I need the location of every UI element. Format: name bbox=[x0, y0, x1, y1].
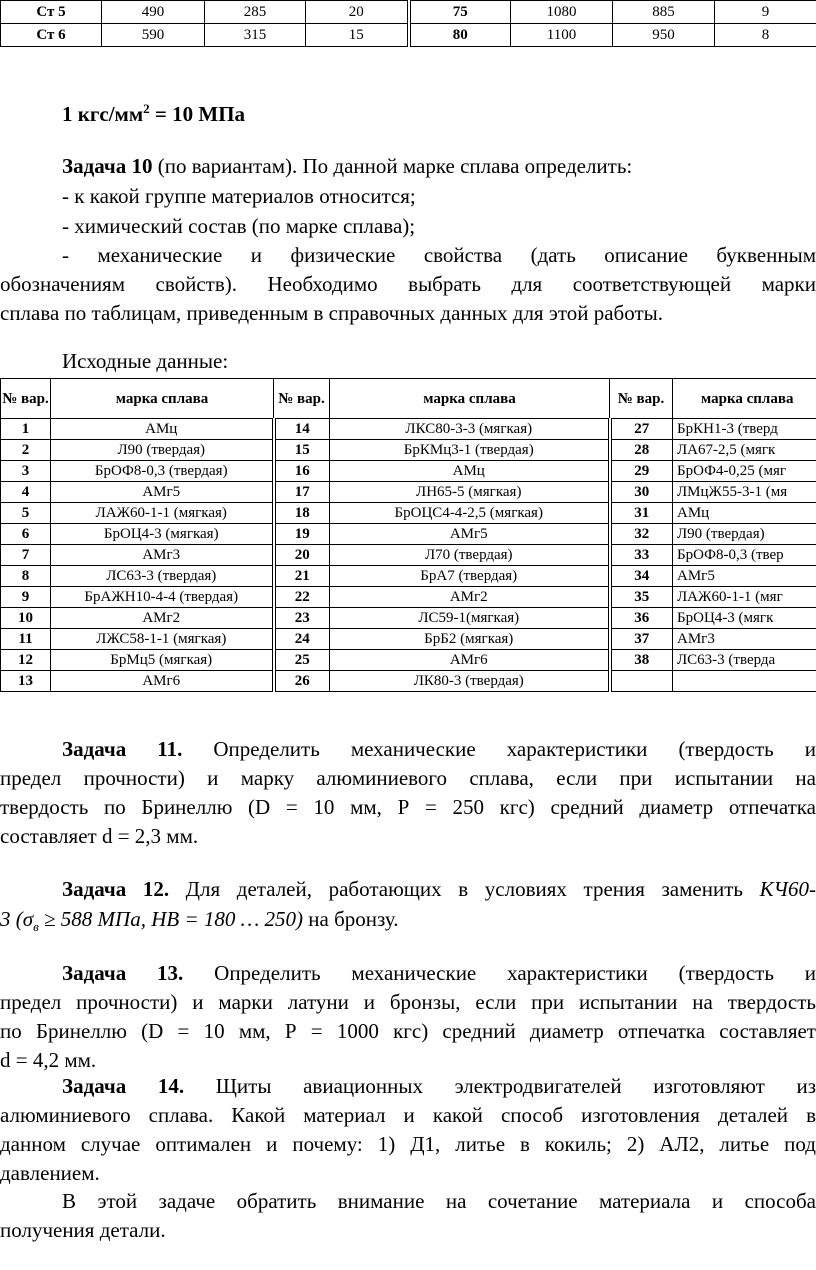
task12-props: ≥ 588 МПа, НВ = 180 … 250) bbox=[38, 907, 304, 931]
task11-line3: твердость по Бринеллю (D = 10 мм, Р = 250 кгс) средний диаметр отпечатка bbox=[0, 795, 816, 819]
task10-line3: - химический состав (по марке сплава); bbox=[62, 214, 416, 238]
task13-line1 bbox=[62, 958, 816, 989]
variant-number-cell: 27 bbox=[610, 419, 673, 440]
alloy-grade-cell: БрОЦС4-4-2,5 (мягкая) bbox=[330, 503, 610, 524]
task10-line5: обозначениям свойств). Необходимо выбрать для соответствующей марки bbox=[0, 272, 816, 296]
variant-number-cell: 33 bbox=[610, 545, 673, 566]
variant-number-cell: 22 bbox=[274, 587, 330, 608]
variant-number-cell: 36 bbox=[610, 608, 673, 629]
variant-number-cell: 5 bbox=[1, 503, 51, 524]
header-variant-number: № вар. bbox=[274, 379, 330, 419]
task10-line1 bbox=[62, 151, 632, 182]
table-row bbox=[1, 503, 816, 524]
table-cell: 1080 bbox=[511, 1, 613, 24]
alloy-grade-cell: ЛАЖ60-1-1 (мяг bbox=[673, 587, 816, 608]
task14-line3: данном случае оптимален и почему: 1) Д1, литье в кокиль; 2) АЛ2, литье под bbox=[0, 1132, 816, 1156]
alloy-grade-cell: АМц bbox=[673, 503, 816, 524]
properties-table bbox=[0, 0, 816, 47]
task12-line2 bbox=[0, 904, 399, 942]
conversion-prefix: 1 кгс/мм bbox=[62, 102, 144, 126]
header-alloy-grade: марка сплава bbox=[673, 379, 816, 419]
task14-line1 bbox=[62, 1071, 816, 1102]
unit-conversion bbox=[62, 93, 245, 130]
variant-number-cell: 15 bbox=[274, 440, 330, 461]
task13-text: Определить механические характеристики (твердость и bbox=[183, 961, 816, 985]
table-header-row bbox=[1, 379, 816, 419]
variants-table bbox=[0, 378, 816, 692]
task10-line4: - механические и физические свойства (дать описание буквенным bbox=[62, 243, 816, 267]
table-cell: 285 bbox=[205, 1, 306, 24]
variant-number-cell: 34 bbox=[610, 566, 673, 587]
variant-number-cell: 30 bbox=[610, 482, 673, 503]
task12-end: на бронзу. bbox=[303, 907, 399, 931]
alloy-grade-cell: ЛА67-2,5 (мягк bbox=[673, 440, 816, 461]
task12-title: Задача 12. bbox=[62, 877, 170, 901]
header-alloy-grade: марка сплава bbox=[330, 379, 610, 419]
table-cell: 75 bbox=[409, 1, 511, 24]
alloy-grade-cell: БрОФ8-0,3 (твер bbox=[673, 545, 816, 566]
table-cell: 490 bbox=[102, 1, 205, 24]
alloy-grade-cell: ЛК80-3 (твердая) bbox=[330, 671, 610, 692]
alloy-grade-cell: ЛС63-3 (тверда bbox=[673, 650, 816, 671]
variant-number-cell: 29 bbox=[610, 461, 673, 482]
variant-number-cell: 23 bbox=[274, 608, 330, 629]
table-cell: 885 bbox=[613, 1, 715, 24]
alloy-grade-cell: АМг6 bbox=[330, 650, 610, 671]
alloy-grade-cell: БрОФ4-0,25 (мяг bbox=[673, 461, 816, 482]
table-row bbox=[1, 545, 816, 566]
variant-number-cell: 31 bbox=[610, 503, 673, 524]
task14-line2: алюминиевого сплава. Какой материал и какой способ изготовления деталей в bbox=[0, 1103, 816, 1127]
task14-line6: получения детали. bbox=[0, 1218, 166, 1242]
variant-number-cell: 11 bbox=[1, 629, 51, 650]
task13-line3: по Бринеллю (D = 10 мм, Р = 1000 кгс) средний диаметр отпечатка составляет bbox=[0, 1019, 816, 1043]
table-cell: 590 bbox=[102, 24, 205, 47]
alloy-grade-cell: БрАЖН10-4-4 (твердая) bbox=[51, 587, 274, 608]
alloy-grade-cell: АМц bbox=[51, 419, 274, 440]
variant-number-cell: 1 bbox=[1, 419, 51, 440]
source-data-label: Исходные данные: bbox=[62, 349, 229, 373]
variant-number-cell: 18 bbox=[274, 503, 330, 524]
alloy-grade-cell: БрБ2 (мягкая) bbox=[330, 629, 610, 650]
alloy-grade-cell: ЛМцЖ55-3-1 (мя bbox=[673, 482, 816, 503]
variant-number-cell: 35 bbox=[610, 587, 673, 608]
table-row bbox=[1, 524, 816, 545]
variant-number-cell: 2 bbox=[1, 440, 51, 461]
variant-number-cell bbox=[610, 671, 673, 692]
conversion-suffix: = 10 МПа bbox=[149, 102, 246, 126]
table-row bbox=[1, 608, 816, 629]
variant-number-cell: 14 bbox=[274, 419, 330, 440]
alloy-grade-cell: АМг6 bbox=[51, 671, 274, 692]
alloy-grade-cell: ЛАЖ60-1-1 (мягкая) bbox=[51, 503, 274, 524]
task11-line4: составляет d = 2,3 мм. bbox=[0, 824, 199, 848]
table-cell: 9 bbox=[715, 1, 816, 24]
task10-line6: сплава по таблицам, приведенным в справочных данных для этой работы. bbox=[0, 301, 663, 325]
variant-number-cell: 12 bbox=[1, 650, 51, 671]
variant-number-cell: 3 bbox=[1, 461, 51, 482]
header-variant-number: № вар. bbox=[1, 379, 51, 419]
table-row bbox=[1, 419, 816, 440]
table-cell: Ст 6 bbox=[1, 24, 102, 47]
task11-title: Задача 11. bbox=[62, 737, 183, 761]
variant-number-cell: 19 bbox=[274, 524, 330, 545]
table-cell: 315 bbox=[205, 24, 306, 47]
alloy-grade-cell: АМг5 bbox=[330, 524, 610, 545]
task14-text: Щиты авиационных электродвигателей изготовляют из bbox=[184, 1074, 816, 1098]
table-row bbox=[1, 1, 816, 24]
table-row bbox=[1, 461, 816, 482]
variant-number-cell: 10 bbox=[1, 608, 51, 629]
alloy-grade-cell: БрКН1-3 (тверд bbox=[673, 419, 816, 440]
alloy-grade-cell: АМг3 bbox=[51, 545, 274, 566]
alloy-grade-cell: АМг3 bbox=[673, 629, 816, 650]
alloy-grade-cell: БрА7 (твердая) bbox=[330, 566, 610, 587]
alloy-grade-cell: Л90 (твердая) bbox=[673, 524, 816, 545]
variant-number-cell: 8 bbox=[1, 566, 51, 587]
task11-line1 bbox=[62, 734, 816, 765]
task11-line2: предел прочности) и марку алюминиевого сплава, если при испытании на bbox=[0, 766, 816, 790]
variant-number-cell: 13 bbox=[1, 671, 51, 692]
table-row bbox=[1, 587, 816, 608]
alloy-grade-cell: ЛН65-5 (мягкая) bbox=[330, 482, 610, 503]
alloy-grade-cell: Л70 (твердая) bbox=[330, 545, 610, 566]
conversion-exponent: 2 bbox=[143, 101, 150, 116]
table-row bbox=[1, 671, 816, 692]
task14-line5: В этой задаче обратить внимание на сочетание материала и способа bbox=[62, 1189, 816, 1213]
variant-number-cell: 24 bbox=[274, 629, 330, 650]
table-cell: 950 bbox=[613, 24, 715, 47]
variant-number-cell: 16 bbox=[274, 461, 330, 482]
variant-number-cell: 25 bbox=[274, 650, 330, 671]
variant-number-cell: 32 bbox=[610, 524, 673, 545]
variant-number-cell: 17 bbox=[274, 482, 330, 503]
variant-number-cell: 38 bbox=[610, 650, 673, 671]
task10-text: (по вариантам). По данной марке сплава определить: bbox=[152, 154, 633, 178]
variant-number-cell: 9 bbox=[1, 587, 51, 608]
variant-number-cell: 37 bbox=[610, 629, 673, 650]
task12-material-cont: 3 (σ bbox=[0, 907, 34, 931]
task12-material: КЧ60- bbox=[759, 877, 816, 901]
alloy-grade-cell: АМг5 bbox=[51, 482, 274, 503]
table-cell: Ст 5 bbox=[1, 1, 102, 24]
task12-subscript: в bbox=[33, 919, 39, 935]
alloy-grade-cell: БрОЦ4-3 (мягкая) bbox=[51, 524, 274, 545]
alloy-grade-cell: БрКМц3-1 (твердая) bbox=[330, 440, 610, 461]
table-cell: 8 bbox=[715, 24, 816, 47]
alloy-grade-cell: Л90 (твердая) bbox=[51, 440, 274, 461]
variant-number-cell: 28 bbox=[610, 440, 673, 461]
table-row bbox=[1, 24, 816, 47]
alloy-grade-cell: АМц bbox=[330, 461, 610, 482]
task13-line2: предел прочности) и марки латуни и бронзы, если при испытании на твердость bbox=[0, 990, 816, 1014]
alloy-grade-cell: ЛКС80-3-3 (мягкая) bbox=[330, 419, 610, 440]
alloy-grade-cell: АМг5 bbox=[673, 566, 816, 587]
table-cell: 15 bbox=[306, 24, 409, 47]
task14-title: Задача 14. bbox=[62, 1074, 185, 1098]
alloy-grade-cell: ЛЖС58-1-1 (мягкая) bbox=[51, 629, 274, 650]
alloy-grade-cell: ЛС63-3 (твердая) bbox=[51, 566, 274, 587]
task12-text: Для деталей, работающих в условиях трения заменить bbox=[169, 877, 760, 901]
variant-number-cell: 4 bbox=[1, 482, 51, 503]
header-variant-number: № вар. bbox=[610, 379, 673, 419]
table-row bbox=[1, 482, 816, 503]
table-cell: 20 bbox=[306, 1, 409, 24]
variant-number-cell: 20 bbox=[274, 545, 330, 566]
table-row bbox=[1, 629, 816, 650]
task13-title: Задача 13. bbox=[62, 961, 184, 985]
table-cell: 80 bbox=[409, 24, 511, 47]
alloy-grade-cell: АМг2 bbox=[330, 587, 610, 608]
task13-line4: d = 4,2 мм. bbox=[0, 1048, 97, 1072]
alloy-grade-cell bbox=[673, 671, 816, 692]
alloy-grade-cell: БрМц5 (мягкая) bbox=[51, 650, 274, 671]
alloy-grade-cell: БрОФ8-0,3 (твердая) bbox=[51, 461, 274, 482]
table-row bbox=[1, 440, 816, 461]
table-row bbox=[1, 566, 816, 587]
variant-number-cell: 7 bbox=[1, 545, 51, 566]
task11-text: Определить механические характеристики (твердость и bbox=[182, 737, 816, 761]
variant-number-cell: 21 bbox=[274, 566, 330, 587]
alloy-grade-cell: БрОЦ4-3 (мягк bbox=[673, 608, 816, 629]
alloy-grade-cell: ЛС59-1(мягкая) bbox=[330, 608, 610, 629]
task10-title: Задача 10 bbox=[62, 154, 153, 178]
header-alloy-grade: марка сплава bbox=[51, 379, 274, 419]
table-cell: 1100 bbox=[511, 24, 613, 47]
task10-line2: - к какой группе материалов относится; bbox=[62, 184, 416, 208]
alloy-grade-cell: АМг2 bbox=[51, 608, 274, 629]
task12-line1 bbox=[62, 874, 816, 905]
variant-number-cell: 26 bbox=[274, 671, 330, 692]
table-row bbox=[1, 650, 816, 671]
variant-number-cell: 6 bbox=[1, 524, 51, 545]
task14-line4: давлением. bbox=[0, 1161, 100, 1185]
